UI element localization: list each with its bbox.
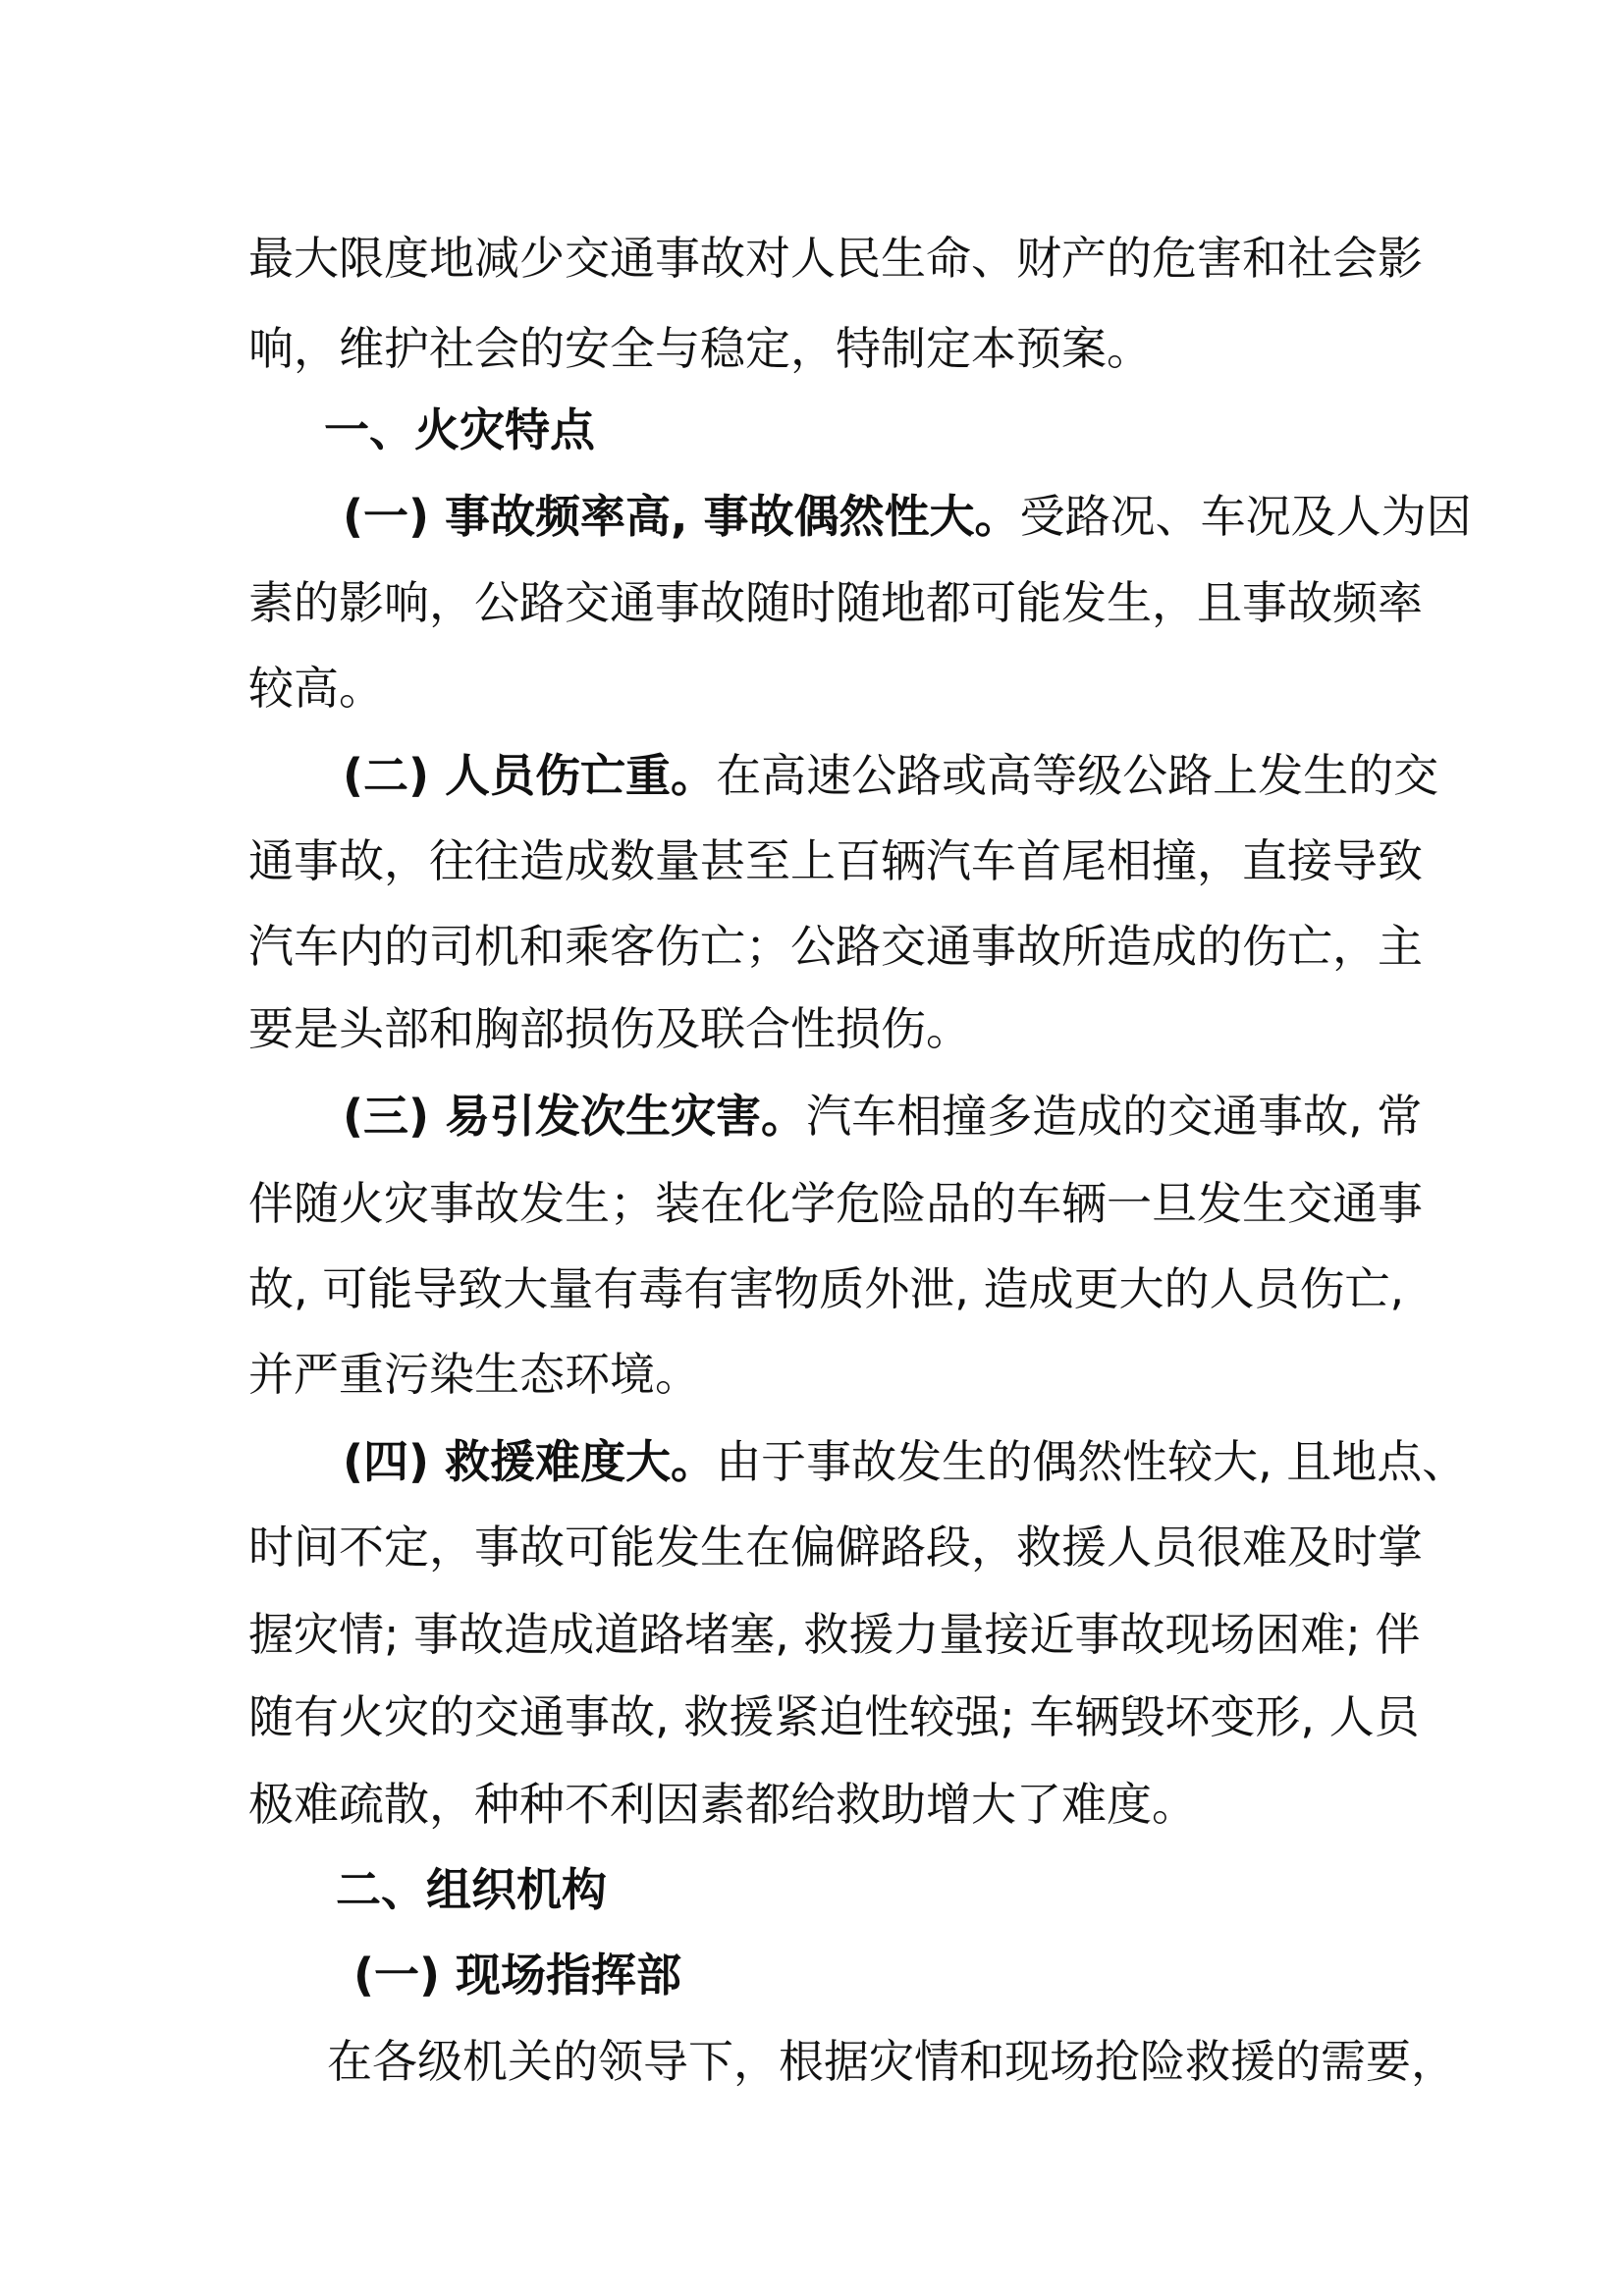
subheading-text: (四) 救援难度大。: [343, 1435, 717, 1488]
text: 极难疏散，种种不利因素都给救助增大了难度。: [248, 1778, 1197, 1831]
body-text-line: [248, 917, 1423, 976]
body-text-line: [248, 573, 1423, 632]
text: 时间不定，事故可能发生在偏僻路段，救援人员很难及时掌: [248, 1521, 1423, 1574]
body-text-line: [248, 1518, 1423, 1576]
body-text-line: [248, 1775, 1391, 1834]
body-text-line: [248, 1605, 1421, 1664]
text: 汽车内的司机和乘客伤亡；公路交通事故所造成的伤亡，主: [248, 920, 1423, 973]
subheading-text: (二) 人员伤亡重。: [343, 749, 717, 802]
subheading-text: (三) 易引发次生灾害。: [343, 1090, 807, 1143]
body-text-line: [248, 229, 1423, 288]
section-heading: [324, 400, 1391, 459]
text: 响，维护社会的安全与稳定，特制定本预案。: [248, 322, 1152, 375]
text: 由于事故发生的偶然性较大, 且地点、: [716, 1435, 1468, 1488]
body-text-line: [248, 1345, 1391, 1404]
text: 并严重污染生态环境。: [248, 1348, 700, 1401]
text: 汽车相撞多造成的交通事故, 常: [806, 1090, 1423, 1143]
text: 在各级机关的领导下，根据灾情和现场抢险救援的需要，: [327, 2035, 1456, 2088]
text: 随有火灾的交通事故, 救援紧迫性较强; 车辆毁坏变形, 人员: [248, 1690, 1420, 1743]
subsection-paragraph-start: [343, 1087, 1423, 1146]
text: 受路况、车况及人为因: [1019, 490, 1472, 543]
body-text-line: [248, 1687, 1420, 1746]
heading-text: 一、火灾特点: [324, 403, 595, 456]
body-text-line: [327, 2032, 1456, 2091]
text: 素的影响，公路交通事故随时随地都可能发生，且事故频率: [248, 576, 1423, 629]
body-text-line: [248, 831, 1423, 890]
body-text-line: [248, 659, 1391, 718]
text: 通事故，往往造成数量甚至上百辆汽车首尾相撞，直接导致: [248, 834, 1423, 887]
text: 握灾情; 事故造成道路堵塞, 救援力量接近事故现场困难; 伴: [248, 1608, 1421, 1661]
body-text-line: [248, 999, 1391, 1058]
subsection-paragraph-start: [343, 746, 1439, 805]
text: 要是头部和胸部损伤及联合性损伤。: [248, 1002, 971, 1055]
body-text-line: [248, 1174, 1423, 1233]
body-text-line: [248, 1259, 1405, 1318]
subsection-paragraph-start: [343, 487, 1472, 546]
text: 最大限度地减少交通事故对人民生命、财产的危害和社会影: [248, 232, 1423, 285]
subsection-paragraph-start: [343, 1432, 1468, 1491]
heading-text: (一) 现场指挥部: [353, 1949, 682, 2002]
text: 在高速公路或高等级公路上发生的交: [716, 749, 1439, 802]
section-heading: [336, 1860, 1391, 1919]
text: 故, 可能导致大量有毒有害物质外泄, 造成更大的人员伤亡,: [248, 1262, 1405, 1315]
subsection-heading: [353, 1946, 1391, 2004]
text: 较高。: [248, 662, 384, 715]
text: 伴随火灾事故发生；装在化学危险品的车辆一旦发生交通事: [248, 1177, 1423, 1230]
subheading-text: (一) 事故频率高, 事故偶然性大。: [343, 490, 1020, 543]
heading-text: 二、组织机构: [336, 1863, 607, 1916]
body-text-line: [248, 319, 1391, 378]
